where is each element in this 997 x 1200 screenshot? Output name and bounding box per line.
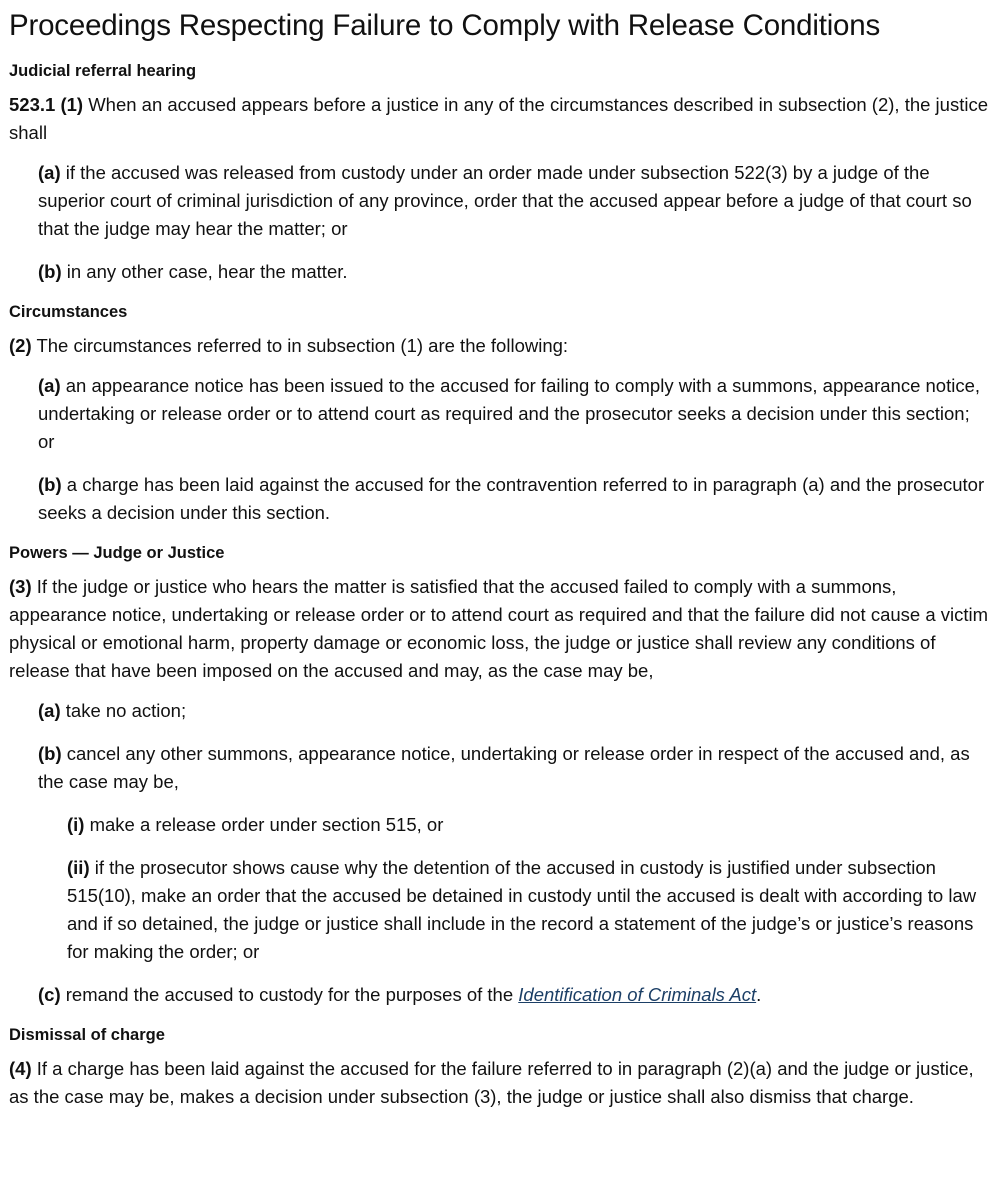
subsection-3-paragraph-a	[38, 697, 989, 725]
paragraph-label: (a)	[38, 700, 61, 721]
identification-of-criminals-act-link[interactable]: Identification of Criminals Act	[518, 984, 757, 1005]
subsection-3-text: If the judge or justice who hears the matter is satisfied that the accused failed to comply with a summons, appearance notice, undertaking or release order or to attend court as required and that the failure did not cause a victim physical or emotional harm, property damage or economic loss, the judge or justice shall review any conditions of release that have been imposed on the accused and may, as the case may be,	[9, 576, 989, 681]
paragraph-text: cancel any other summons, appearance notice, undertaking or release order in respect of the accused and, as the case may be,	[38, 743, 970, 792]
page-title: Proceedings Respecting Failure to Comply with Release Conditions	[9, 9, 881, 42]
subsection-2-number: (2)	[9, 335, 32, 356]
heading-dismissal-of-charge: Dismissal of charge	[9, 1026, 165, 1044]
paragraph-label: (b)	[38, 474, 62, 495]
heading-judicial-referral-hearing: Judicial referral hearing	[9, 62, 197, 80]
subsection-3-number: (3)	[9, 576, 32, 597]
paragraph-label: (a)	[38, 375, 61, 396]
subparagraph-text: make a release order under section 515, or	[89, 814, 444, 835]
subparagraph-label: (i)	[67, 814, 85, 835]
subparagraph-label: (ii)	[67, 857, 90, 878]
subsection-1	[9, 91, 989, 147]
subsection-3-paragraph-c	[38, 981, 989, 1009]
subsection-3-subparagraph-ii	[67, 854, 989, 966]
subsection-4-text: If a charge has been laid against the accused for the failure referred to in paragraph (2)(a) and the judge or justice, as the case may be, makes a decision under subsection (3), the judge or justice shall also dismiss that charge.	[9, 1058, 974, 1107]
subsection-1-paragraph-a	[38, 159, 989, 243]
subsection-3	[9, 573, 989, 685]
subsection-2-paragraph-b	[38, 471, 989, 527]
paragraph-label: (b)	[38, 743, 62, 764]
subsection-2-text: The circumstances referred to in subsection (1) are the following:	[36, 335, 569, 356]
subsection-2	[9, 332, 989, 360]
paragraph-label: (b)	[38, 261, 62, 282]
subsection-1-paragraph-b	[38, 258, 989, 286]
subparagraph-text: if the prosecutor shows cause why the detention of the accused in custody is justified under subsection 515(10), make an order that the accused be detained in custody until the accused is dealt with according to law and if so detained, the judge or justice shall include in the record a statement of the judge’s or justice’s reasons for making the order; or	[67, 857, 977, 962]
paragraph-label: (c)	[38, 984, 61, 1005]
subsection-1-number: (1)	[60, 94, 84, 115]
subsection-3-paragraph-b	[38, 740, 989, 796]
paragraph-label: (a)	[38, 162, 61, 183]
heading-circumstances: Circumstances	[9, 303, 128, 321]
section-number: 523.1	[9, 94, 56, 115]
subsection-3-subparagraph-i	[67, 811, 989, 839]
subsection-2-paragraph-a	[38, 372, 989, 456]
subsection-4-number: (4)	[9, 1058, 32, 1079]
heading-powers-judge-or-justice: Powers — Judge or Justice	[9, 544, 225, 562]
paragraph-text: take no action;	[65, 700, 187, 721]
paragraph-text: an appearance notice has been issued to the accused for failing to comply with a summons, appearance notice, undertaking or release order or to attend court as required and the prosecutor seeks a decision under this section; or	[38, 375, 981, 452]
paragraph-text: in any other case, hear the matter.	[66, 261, 348, 282]
paragraph-text: remand the accused to custody for the purposes of the	[65, 984, 514, 1005]
paragraph-text: if the accused was released from custody under an order made under subsection 522(3) by a judge of the superior court of criminal jurisdiction of any province, order that the accused appear before a judge of that court so that the judge may hear the matter; or	[38, 162, 972, 239]
paragraph-text-end: .	[756, 984, 762, 1005]
subsection-1-text: When an accused appears before a justice in any of the circumstances described in subsection (2), the justice shall	[9, 94, 988, 143]
paragraph-text: a charge has been laid against the accused for the contravention referred to in paragraph (a) and the prosecutor seeks a decision under this section.	[38, 474, 985, 523]
subsection-4	[9, 1055, 989, 1111]
